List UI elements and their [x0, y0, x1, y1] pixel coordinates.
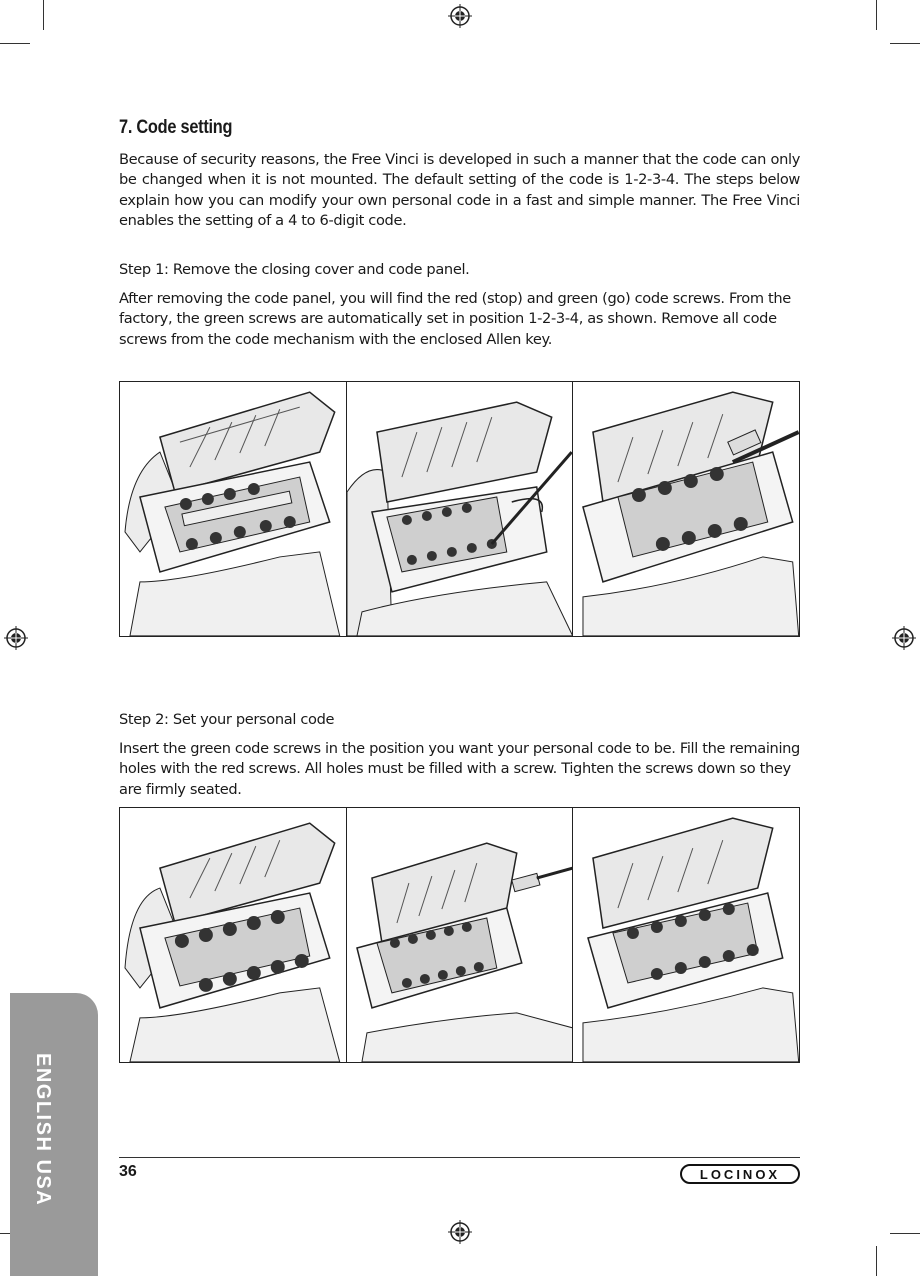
language-tab: [10, 993, 98, 1276]
registration-mark-icon: [448, 4, 472, 28]
step2-figure: [119, 807, 800, 1063]
crop-mark: [890, 43, 920, 44]
figure-panel: [573, 808, 799, 1062]
registration-mark-icon: [892, 626, 916, 650]
lock-illustration: [120, 382, 346, 636]
figure-panel: [573, 382, 799, 636]
step1-text: After removing the code panel, you will find the red (stop) and green (go) code screws. From the factory, the green screws are automatically set in position 1-2-3-4, as shown. Remove all code screws from the code mechanism with the enclosed Allen key.: [119, 290, 791, 348]
figure-panel: [347, 382, 574, 636]
step1-title: Step 1: Remove the closing cover and code panel.: [119, 261, 470, 278]
lock-illustration: [347, 808, 573, 1062]
language-tab-label: ENGLISH USA: [32, 1053, 54, 1207]
step1-figure: [119, 381, 800, 637]
page-number: 36: [119, 1163, 137, 1180]
crop-mark: [890, 1233, 920, 1234]
crop-mark: [43, 0, 44, 30]
crop-mark: [876, 0, 877, 30]
lock-illustration: [573, 382, 799, 636]
figure-panel: [120, 382, 347, 636]
figure-panel: [120, 808, 347, 1062]
brand-logo-text: LOCINOX: [699, 1167, 781, 1182]
footer-divider: [119, 1157, 800, 1158]
step2-text: Insert the green code screws in the position you want your personal code to be. Fill the remaining holes with the red screws. All holes must be filled with a screw. Tighten the screws down so they are firmly seated.: [119, 740, 800, 798]
lock-illustration: [573, 808, 799, 1062]
step2-title: Step 2: Set your personal code: [119, 711, 335, 728]
registration-mark-icon: [4, 626, 28, 650]
brand-logo: [680, 1164, 800, 1184]
lock-illustration: [347, 382, 573, 636]
registration-mark-icon: [448, 1220, 472, 1244]
crop-mark: [0, 43, 30, 44]
intro-paragraph: Because of security reasons, the Free Vinci is developed in such a manner that the code can only be changed when it is not mounted. The default setting of the code is 1-2-3-4. The steps below explain how you can modify your own personal code in a fast and simple manner. The Free Vinci enables the setting of a 4 to 6-digit code.: [119, 151, 800, 229]
figure-panel: [347, 808, 574, 1062]
crop-mark: [876, 1246, 877, 1276]
section-title: 7. Code setting: [119, 117, 233, 138]
lock-illustration: [120, 808, 346, 1062]
